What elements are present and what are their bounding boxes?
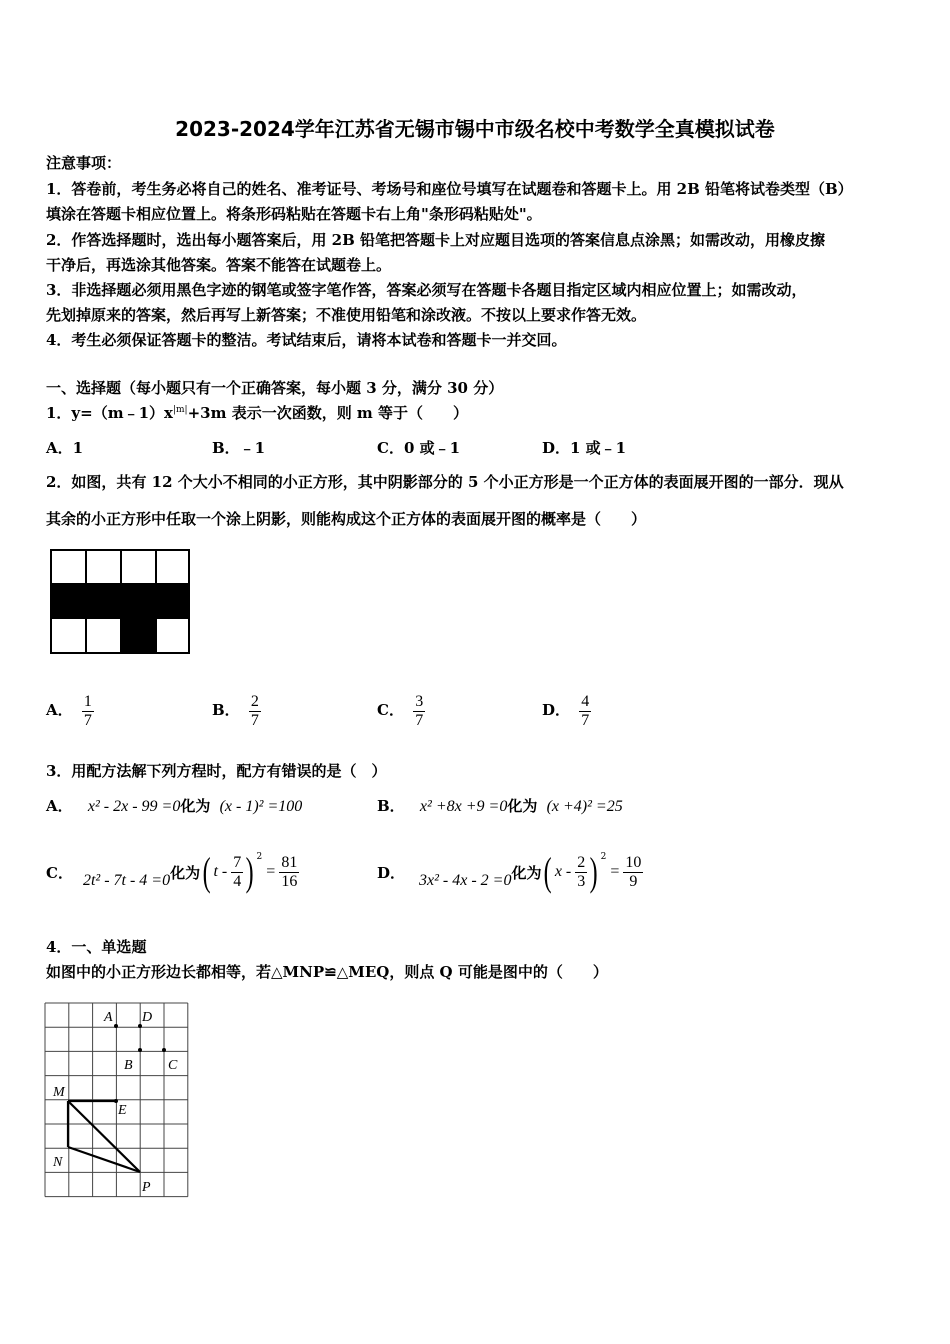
question-1-stem: 1．$y=(m﹣1)x^{|m|}+3m$ 表示一次函数，则 m 等于（ ）: [46, 404, 469, 422]
segment-mp: [68, 1101, 140, 1172]
label-m: M: [53, 1085, 65, 1100]
label-e: E: [118, 1103, 127, 1118]
question-3-stem: 3．用配方法解下列方程时，配方有错误的是（ ）: [46, 762, 387, 780]
point-a: [114, 1024, 118, 1028]
label-n: N: [53, 1155, 63, 1170]
notice-heading: 注意事项：: [46, 154, 122, 172]
label-d: D: [142, 1010, 153, 1025]
q2-grid-figure: [50, 549, 192, 655]
notice-line: 1．答卷前，考生务必将自己的姓名、准考证号、考场号和座位号填写在试题卷和答题卡上。用 2B 铅笔将试卷类型（B）: [46, 180, 853, 198]
q4-grid-figure: [44, 1002, 190, 1198]
label-c: C: [168, 1058, 178, 1073]
notice-line: 3．非选择题必须用黑色字迹的钢笔或签字笔作答，答案必须写在答题卡各题目指定区域内相应位置上；如需改动，: [46, 281, 807, 299]
question-2-stem: 其余的小正方形中任取一个涂上阴影，则能构成这个正方体的表面展开图的概率是（ ）: [46, 510, 647, 528]
question-2-stem: 2．如图，共有 12 个大小不相同的小正方形，其中阴影部分的 5 个小正方形是一个正方体的表面展开图的一部分．现从: [46, 473, 844, 491]
notice-line: 填涂在答题卡相应位置上。将条形码粘贴在答题卡右上角"条形码粘贴处"。: [46, 205, 542, 223]
question-4-heading: 4．一、单选题: [46, 938, 147, 956]
q1-option-a[interactable]: A．1: [46, 439, 84, 457]
q2-option-c[interactable]: C． $\frac{3}{7}$: [377, 692, 424, 729]
q2-option-a[interactable]: A． $\frac{1}{7}$: [46, 692, 92, 729]
notice-line: 4．考生必须保证答题卡的整洁。考试结束后，请将本试卷和答题卡一并交回。: [46, 331, 567, 349]
q1-option-c[interactable]: C．0 或﹣1: [377, 439, 461, 457]
question-4-stem: 如图中的小正方形边长都相等，若△MNP≌△MEQ，则点 Q 可能是图中的（ ）: [46, 963, 608, 981]
point-b: [138, 1048, 142, 1052]
segment-np: [68, 1147, 140, 1172]
q3-option-a[interactable]: A． x² - 2x - 99 =0化为 (x - 1)² =100: [46, 797, 303, 815]
label-b: B: [124, 1058, 133, 1073]
section-heading: 一、选择题（每小题只有一个正确答案，每小题 3 分，满分 30 分）: [46, 379, 504, 397]
notice-line: 2．作答选择题时，选出每小题答案后，用 2B 铅笔把答题卡上对应题目选项的答案信息点涂黑；如需改动，用橡皮擦: [46, 231, 826, 249]
q2-option-b[interactable]: B． $\frac{2}{7}$: [212, 692, 259, 729]
notice-line: 干净后，再选涂其他答案。答案不能答在试题卷上。: [46, 256, 392, 274]
notice-line: 先划掉原来的答案，然后再写上新答案；不准使用铅笔和涂改液。不按以上要求作答无效。: [46, 306, 647, 324]
point-c: [162, 1048, 166, 1052]
q3-option-c[interactable]: C． 2t² - 7t - 4 =0 化为 ( t - $\frac{7}{4}$ ) 2 = $\frac{81}{16}$: [46, 849, 298, 894]
q2-option-d[interactable]: D． $\frac{4}{7}$: [542, 692, 590, 729]
page-title: 2023-2024学年江苏省无锡市锡中市级名校中考数学全真模拟试卷: [175, 117, 775, 141]
q3-option-b[interactable]: B． x² +8x +9 =0化为 (x +4)² =25: [377, 797, 623, 815]
label-a: A: [104, 1010, 113, 1025]
q1-option-d[interactable]: D．1 或﹣1: [542, 439, 627, 457]
q3-option-d[interactable]: D． 3x² - 4x - 2 =0 化为 ( x - $\frac{2}{3}$ ) 2 = $\frac{10}{9}$: [377, 849, 642, 894]
q1-option-b[interactable]: B．﹣1: [212, 439, 266, 457]
label-p: P: [142, 1180, 151, 1195]
